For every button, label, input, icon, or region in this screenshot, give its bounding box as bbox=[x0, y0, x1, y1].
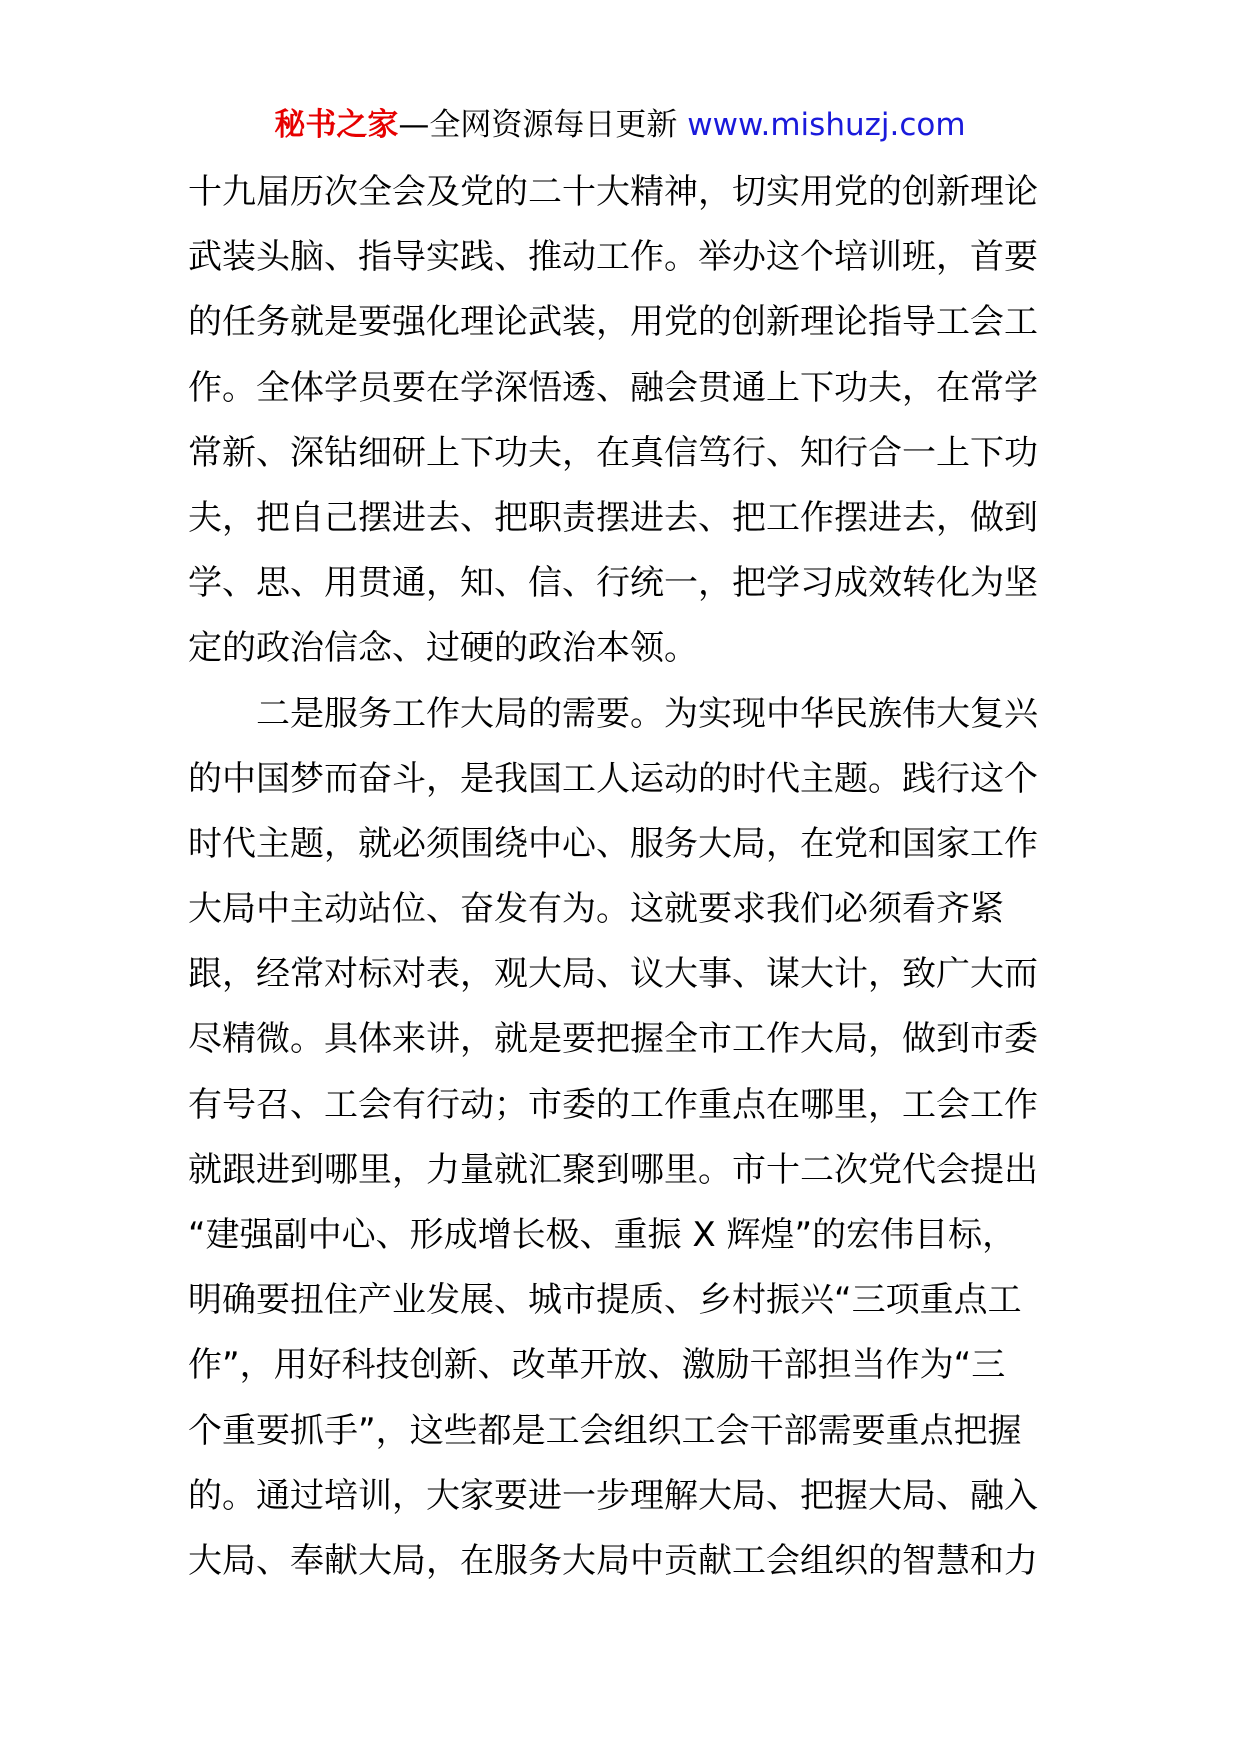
page-header bbox=[0, 100, 1240, 150]
text-line: “建强副中心、形成增长极、重振 X 辉煌”的宏伟目标， bbox=[188, 1215, 1017, 1255]
text-line: 定的政治信念、过硬的政治本领。 bbox=[188, 628, 698, 669]
text-line: 夫，把自己摆进去、把职责摆进去、把工作摆进去，做到 bbox=[188, 497, 1038, 538]
paragraph-start-line: 二是服务工作大局的需要。为实现中华民族伟大复兴 bbox=[256, 693, 1038, 734]
text-line: 大局中主动站位、奋发有为。这就要求我们必须看齐紧 bbox=[188, 889, 1004, 930]
text-line: 作。全体学员要在学深悟透、融会贯通上下功夫，在常学 bbox=[188, 367, 1038, 408]
header-tagline: —全网资源每日更新 bbox=[398, 107, 678, 143]
text-line: 的。通过培训，大家要进一步理解大局、把握大局、融入 bbox=[188, 1475, 1038, 1516]
header-url-link[interactable]: www.mishuzj.com bbox=[687, 107, 966, 143]
text-line: 尽精微。具体来讲，就是要把握全市工作大局，做到市委 bbox=[188, 1019, 1038, 1060]
text-line: 的任务就是要强化理论武装，用党的创新理论指导工会工 bbox=[188, 302, 1038, 343]
text-line: 时代主题，就必须围绕中心、服务大局，在党和国家工作 bbox=[188, 823, 1038, 864]
brand-name: 秘书之家 bbox=[274, 107, 399, 143]
text-line: 武装头脑、指导实践、推动工作。举办这个培训班，首要 bbox=[188, 237, 1038, 278]
text-line: 的中国梦而奋斗，是我国工人运动的时代主题。践行这个 bbox=[188, 758, 1038, 799]
document-body bbox=[188, 160, 1058, 1594]
text-line: 学、思、用贯通，知、信、行统一，把学习成效转化为坚 bbox=[188, 563, 1038, 604]
text-line: 有号召、工会有行动；市委的工作重点在哪里，工会工作 bbox=[188, 1084, 1038, 1125]
text-line: 明确要扭住产业发展、城市提质、乡村振兴“三项重点工 bbox=[188, 1280, 1022, 1321]
text-line: 常新、深钻细研上下功夫，在真信笃行、知行合一上下功 bbox=[188, 432, 1038, 473]
text-line: 十九届历次全会及党的二十大精神，切实用党的创新理论 bbox=[188, 172, 1038, 212]
text-line: 跟，经常对标对表，观大局、议大事、谋大计，致广大而 bbox=[188, 954, 1038, 995]
text-line: 作”，用好科技创新、改革开放、激励干部担当作为“三 bbox=[188, 1345, 1006, 1386]
text-line: 就跟进到哪里，力量就汇聚到哪里。市十二次党代会提出 bbox=[188, 1149, 1038, 1190]
text-line: 大局、奉献大局，在服务大局中贡献工会组织的智慧和力 bbox=[188, 1540, 1038, 1581]
text-line: 个重要抓手”，这些都是工会组织工会干部需要重点把握 bbox=[188, 1410, 1022, 1451]
